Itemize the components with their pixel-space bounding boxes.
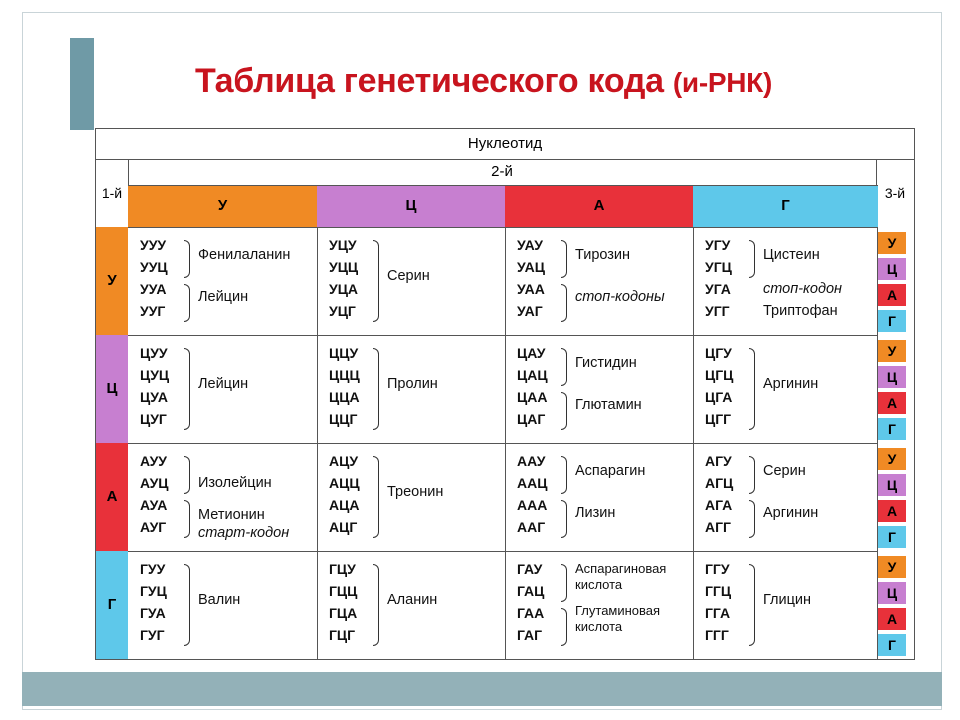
brace-bracket xyxy=(749,240,755,278)
codon-cell xyxy=(128,227,317,335)
codon: ААА xyxy=(517,497,548,513)
brace-bracket xyxy=(184,564,190,646)
codon: ГГЦ xyxy=(705,583,732,599)
brace-bracket xyxy=(184,500,190,538)
codon: УЦУ xyxy=(329,237,357,253)
codon: УАА xyxy=(517,281,545,297)
codon-cell xyxy=(317,335,505,443)
row-header-3: Г xyxy=(96,551,128,659)
row-header-2: А xyxy=(96,443,128,551)
third-letter: Ц xyxy=(878,258,906,280)
codon: АГА xyxy=(705,497,733,513)
codon: ГАЦ xyxy=(517,583,545,599)
brace-bracket xyxy=(184,348,190,430)
codon: ЦЦУ xyxy=(329,345,359,361)
codon: ААЦ xyxy=(517,475,548,491)
codon: УАЦ xyxy=(517,259,545,275)
codon: УГЦ xyxy=(705,259,732,275)
third-letter: У xyxy=(878,556,906,578)
codon: АЦА xyxy=(329,497,360,513)
amino-acid-label: кислота xyxy=(575,619,623,634)
third-letter: А xyxy=(878,392,906,414)
amino-acid-label: старт-кодон xyxy=(198,525,290,541)
third-letter: Г xyxy=(878,634,906,656)
amino-acid-label: Пролин xyxy=(387,376,438,392)
third-letter: А xyxy=(878,608,906,630)
amino-acid-label: кислота xyxy=(575,577,623,592)
amino-acid-label: Глицин xyxy=(763,592,812,608)
header-second-position: 2-й xyxy=(128,159,877,186)
codon: ГУЦ xyxy=(140,583,167,599)
codon: АУГ xyxy=(140,519,167,535)
row-header-0: У xyxy=(96,227,128,335)
codon: ГЦЦ xyxy=(329,583,358,599)
amino-acid-label: стоп-кодон xyxy=(763,281,843,297)
third-letter: Г xyxy=(878,310,906,332)
genetic-code-table xyxy=(95,128,915,660)
codon: ЦУГ xyxy=(140,411,167,427)
codon: УУЦ xyxy=(140,259,168,275)
codon: УГУ xyxy=(705,237,731,253)
amino-acid-label: Лейцин xyxy=(198,376,249,392)
codon: ЦЦЦ xyxy=(329,367,360,383)
amino-acid-label: Валин xyxy=(198,592,241,608)
codon: ГАУ xyxy=(517,561,543,577)
amino-acid-label: Аланин xyxy=(387,592,438,608)
codon: УУУ xyxy=(140,237,167,253)
codon-cell xyxy=(128,443,317,551)
brace-bracket xyxy=(561,348,567,386)
codon-cell xyxy=(693,227,878,335)
brace-bracket xyxy=(561,456,567,494)
brace-bracket xyxy=(561,284,567,322)
amino-acid-label: Цистеин xyxy=(763,247,820,263)
brace-bracket xyxy=(561,500,567,538)
codon: ГЦГ xyxy=(329,627,356,643)
brace-bracket xyxy=(184,456,190,494)
codon: ЦАУ xyxy=(517,345,546,361)
amino-acid-label: Гистидин xyxy=(575,355,637,371)
amino-acid-label: Аргинин xyxy=(763,376,819,392)
codon-cell xyxy=(693,335,878,443)
amino-acid-label: Глютамин xyxy=(575,397,642,413)
amino-acid-label: Глутаминовая xyxy=(575,603,661,618)
codon: ЦАГ xyxy=(517,411,546,427)
header-third-position: 3-й xyxy=(884,185,906,201)
column-header-0: У xyxy=(128,185,317,227)
third-letter: У xyxy=(878,340,906,362)
codon: ЦУУ xyxy=(140,345,168,361)
third-letter: У xyxy=(878,232,906,254)
codon: ГЦА xyxy=(329,605,358,621)
amino-acid-label: Изолейцин xyxy=(198,475,272,491)
codon: ЦГУ xyxy=(705,345,732,361)
codon-cell xyxy=(505,551,693,659)
amino-acid-label: Лейцин xyxy=(198,289,249,305)
third-letter: У xyxy=(878,448,906,470)
third-letter: Ц xyxy=(878,474,906,496)
codon-cell xyxy=(317,227,505,335)
header-nucleotide: Нуклеотид xyxy=(96,129,914,160)
codon: ГАГ xyxy=(517,627,543,643)
codon: АУЦ xyxy=(140,475,169,491)
column-header-3: Г xyxy=(693,185,878,227)
amino-acid-label: Аспарагин xyxy=(575,463,646,479)
brace-bracket xyxy=(373,240,379,322)
title-suffix: (и-РНК) xyxy=(672,67,772,98)
third-letter: Г xyxy=(878,418,906,440)
column-header-1: Ц xyxy=(317,185,505,227)
codon: АЦЦ xyxy=(329,475,360,491)
third-letter: Г xyxy=(878,526,906,548)
codon: УАУ xyxy=(517,237,543,253)
amino-acid-label: Тирозин xyxy=(575,247,631,263)
codon: ГУА xyxy=(140,605,166,621)
amino-acid-label: Триптофан xyxy=(763,303,838,319)
codon-cell xyxy=(693,551,878,659)
codon: ГГГ xyxy=(705,627,729,643)
third-letter: Ц xyxy=(878,582,906,604)
codon: ЦГЦ xyxy=(705,367,734,383)
brace-bracket xyxy=(373,348,379,430)
codon-cell xyxy=(505,227,693,335)
codon: УЦГ xyxy=(329,303,356,319)
codon: АУУ xyxy=(140,453,167,469)
decorative-bottom-bar xyxy=(22,672,942,706)
codon-cell xyxy=(505,335,693,443)
slide-title xyxy=(195,62,772,101)
codon: УЦЦ xyxy=(329,259,359,275)
codon: ЦЦГ xyxy=(329,411,358,427)
amino-acid-label: Метионин xyxy=(198,507,265,523)
third-letter: А xyxy=(878,284,906,306)
brace-bracket xyxy=(373,456,379,538)
amino-acid-label: стоп-кодоны xyxy=(575,289,665,305)
codon: ГУГ xyxy=(140,627,165,643)
codon: ААУ xyxy=(517,453,546,469)
amino-acid-label: Лизин xyxy=(575,505,616,521)
brace-bracket xyxy=(561,564,567,602)
brace-bracket xyxy=(373,564,379,646)
header-divider xyxy=(128,185,878,186)
brace-bracket xyxy=(749,500,755,538)
brace-bracket xyxy=(184,240,190,278)
third-letter: Ц xyxy=(878,366,906,388)
decorative-left-bar xyxy=(70,38,94,130)
codon: УГГ xyxy=(705,303,730,319)
codon-cell xyxy=(505,443,693,551)
amino-acid-label: Треонин xyxy=(387,484,444,500)
codon: ЦГА xyxy=(705,389,733,405)
codon: АГЦ xyxy=(705,475,734,491)
brace-bracket xyxy=(561,608,567,646)
codon: ЦУА xyxy=(140,389,168,405)
third-letter: А xyxy=(878,500,906,522)
brace-bracket xyxy=(749,456,755,494)
codon: УГА xyxy=(705,281,731,297)
title-main: Таблица генетического кода xyxy=(195,62,664,100)
codon-cell xyxy=(693,443,878,551)
codon: ЦЦА xyxy=(329,389,360,405)
header-first-position: 1-й xyxy=(96,159,129,227)
column-header-2: А xyxy=(505,185,693,227)
brace-bracket xyxy=(561,392,567,430)
codon: АГГ xyxy=(705,519,731,535)
amino-acid-label: Серин xyxy=(387,268,430,284)
codon: ГУУ xyxy=(140,561,166,577)
codon: ААГ xyxy=(517,519,546,535)
row-header-1: Ц xyxy=(96,335,128,443)
codon: ЦАА xyxy=(517,389,548,405)
amino-acid-label: Аргинин xyxy=(763,505,819,521)
codon: ГГА xyxy=(705,605,731,621)
codon-cell xyxy=(317,551,505,659)
codon: ГАА xyxy=(517,605,545,621)
codon: УАГ xyxy=(517,303,543,319)
amino-acid-label: Серин xyxy=(763,463,806,479)
codon: АУА xyxy=(140,497,168,513)
codon: ЦАЦ xyxy=(517,367,548,383)
amino-acid-label: Аспарагиновая xyxy=(575,561,667,576)
brace-bracket xyxy=(749,348,755,430)
codon: ЦУЦ xyxy=(140,367,170,383)
codon: УУА xyxy=(140,281,167,297)
codon: ГЦУ xyxy=(329,561,356,577)
amino-acid-label: Фенилаланин xyxy=(198,247,291,263)
codon: УУГ xyxy=(140,303,166,319)
codon: ГГУ xyxy=(705,561,730,577)
codon: УЦА xyxy=(329,281,359,297)
codon-cell xyxy=(128,335,317,443)
codon: АГУ xyxy=(705,453,732,469)
codon: ЦГГ xyxy=(705,411,732,427)
codon-cell xyxy=(128,551,317,659)
brace-bracket xyxy=(561,240,567,278)
brace-bracket xyxy=(749,564,755,646)
codon: АЦУ xyxy=(329,453,359,469)
codon: АЦГ xyxy=(329,519,358,535)
codon-cell xyxy=(317,443,505,551)
brace-bracket xyxy=(184,284,190,322)
